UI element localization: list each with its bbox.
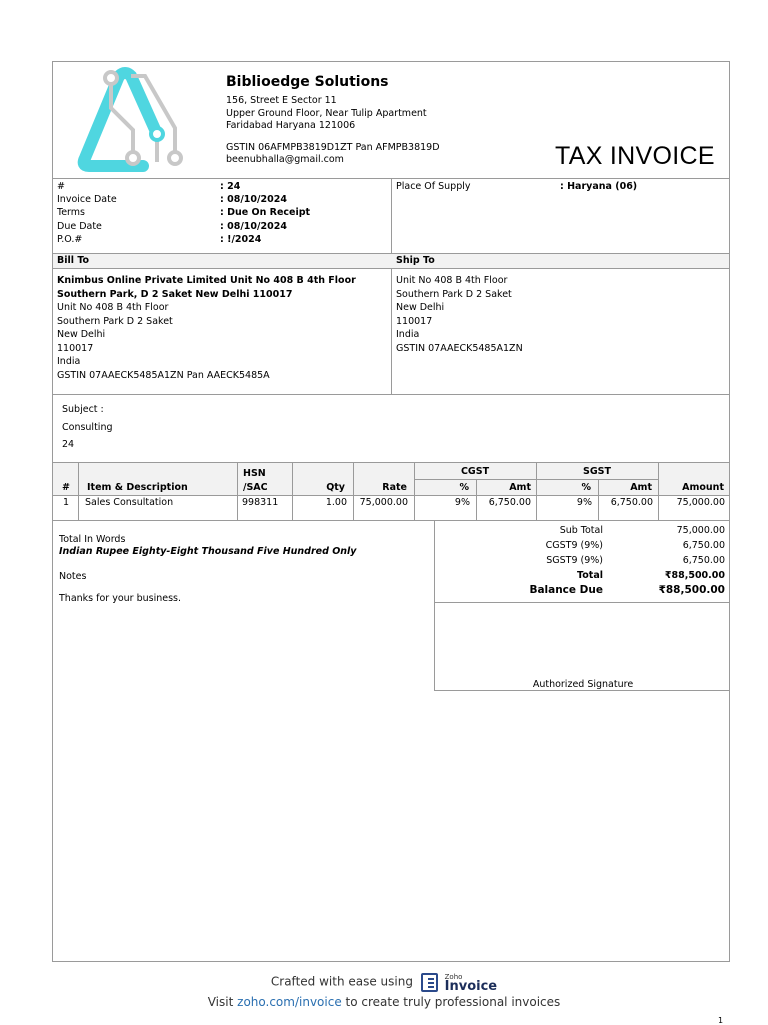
cell-num: 1 <box>63 497 70 508</box>
total-in-words-value: Indian Rupee Eighty-Eight Thousand Five Hundred Only <box>59 546 357 557</box>
ship-to-address <box>396 274 726 355</box>
subject-line: 24 <box>62 439 75 450</box>
meta-value: : 08/10/2024 <box>220 221 287 232</box>
totals-value: 6,750.00 <box>682 555 725 566</box>
totals-value: 6,750.00 <box>682 540 725 551</box>
cell-cgst-amt: 6,750.00 <box>488 497 531 508</box>
zoho-invoice-logo <box>421 972 497 992</box>
bill-to-name: Southern Park, D 2 Saket New Delhi 110017 <box>57 288 293 300</box>
subject-label: Subject : <box>62 404 104 415</box>
company-address-line: Upper Ground Floor, Near Tulip Apartment <box>226 107 427 119</box>
cell-sgst-amt: 6,750.00 <box>610 497 653 508</box>
cell-item: Sales Consultation <box>85 497 174 508</box>
company-email: beenubhalla@gmail.com <box>226 154 344 165</box>
bill-to-line: New Delhi <box>57 329 106 340</box>
cell-amount: 75,000.00 <box>676 497 725 508</box>
totals-value: 75,000.00 <box>676 525 725 536</box>
cell-cgst-pct: 9% <box>454 497 470 508</box>
balance-due-value: ₹88,500.00 <box>658 584 725 596</box>
total-label: Total <box>577 570 603 581</box>
ship-to-line: Southern Park D 2 Saket <box>396 288 512 300</box>
cell-qty: 1.00 <box>325 497 347 508</box>
totals-label: SGST9 (9%) <box>546 555 603 566</box>
invoice-icon <box>421 973 438 992</box>
company-name: Biblioedge Solutions <box>226 74 389 90</box>
meta-value: : 24 <box>220 181 241 192</box>
col-header-amount: Amount <box>682 482 724 493</box>
balance-due-label: Balance Due <box>529 584 603 596</box>
meta-label: Terms <box>57 207 85 218</box>
ship-to-line: GSTIN 07AAECK5485A1ZN <box>396 342 523 354</box>
total-in-words-label: Total In Words <box>59 534 126 545</box>
bill-to-line: Southern Park D 2 Saket <box>57 315 173 327</box>
cell-sgst-pct: 9% <box>576 497 592 508</box>
authorized-signature-label: Authorized Signature <box>532 679 634 690</box>
footer-crafted-text: Crafted with ease using <box>270 974 413 989</box>
zoho-small-text: Zoho <box>444 973 463 981</box>
company-gstin: GSTIN 06AFMPB3819D1ZT Pan AFMPB3819D <box>226 141 440 153</box>
col-header-cgst-amt: Amt <box>509 482 531 493</box>
cell-rate: 75,000.00 <box>359 497 408 508</box>
ship-to-line: 110017 <box>396 315 433 327</box>
zoho-invoice-wordmark <box>445 972 497 992</box>
document-title: TAX INVOICE <box>555 142 715 170</box>
col-header-hsn: HSN <box>243 468 266 479</box>
page-number: 1 <box>718 1016 724 1025</box>
ship-to-line: New Delhi <box>396 302 445 313</box>
footer-visit-prefix: Visit <box>207 995 234 1009</box>
bill-to-name: Knimbus Online Private Limited Unit No 408 B 4th Floor <box>57 275 356 286</box>
cell-hsn: 998311 <box>242 497 279 508</box>
meta-label: Invoice Date <box>57 194 117 205</box>
col-header-sgst-pct: % <box>581 482 591 493</box>
company-logo <box>71 66 191 174</box>
footer-crafted <box>0 972 768 992</box>
zoho-invoice-link[interactable]: zoho.com/invoice <box>237 995 342 1009</box>
col-header-cgst: CGST <box>460 466 490 477</box>
ship-to-line: Unit No 408 B 4th Floor <box>396 275 508 286</box>
notes-label: Notes <box>59 571 87 582</box>
totals-label: CGST9 (9%) <box>545 540 603 551</box>
meta-value: : Due On Receipt <box>220 207 311 218</box>
place-of-supply-label: Place Of Supply <box>396 181 471 192</box>
bill-to-address <box>57 274 387 382</box>
meta-label: Due Date <box>57 221 102 232</box>
totals-label: Sub Total <box>559 525 603 536</box>
company-address-line: 156, Street E Sector 11 <box>226 95 337 106</box>
invoice-page <box>52 61 730 962</box>
meta-label: P.O.# <box>57 234 83 245</box>
col-header-qty: Qty <box>326 482 345 493</box>
bill-to-line: Unit No 408 B 4th Floor <box>57 302 169 313</box>
place-of-supply-value: : Haryana (06) <box>560 181 638 192</box>
col-header-sgst-amt: Amt <box>630 482 652 493</box>
meta-label: # <box>57 181 65 192</box>
notes-value: Thanks for your business. <box>59 593 182 604</box>
bill-to-line: 110017 <box>57 342 94 354</box>
ship-to-heading: Ship To <box>396 255 435 266</box>
company-address <box>226 95 440 167</box>
bill-to-line: India <box>57 356 81 367</box>
col-header-num: # <box>62 482 70 493</box>
subject-line: Consulting <box>62 422 113 433</box>
company-address-line: Faridabad Haryana 121006 <box>226 120 356 131</box>
total-value: ₹88,500.00 <box>664 570 725 581</box>
meta-value: : 08/10/2024 <box>220 194 287 205</box>
col-header-cgst-pct: % <box>459 482 469 493</box>
footer-visit-suffix: to create truly professional invoices <box>345 995 561 1009</box>
meta-value: : !/2024 <box>220 234 262 245</box>
col-header-sgst: SGST <box>583 466 611 477</box>
zoho-big-text: Invoice <box>444 979 498 994</box>
col-header-item: Item & Description <box>87 482 188 493</box>
col-header-rate: Rate <box>382 482 407 493</box>
bill-to-heading: Bill To <box>57 255 90 266</box>
col-header-sac: /SAC <box>243 482 268 493</box>
footer-visit <box>0 995 768 1009</box>
ship-to-line: India <box>396 329 420 340</box>
bill-to-line: GSTIN 07AAECK5485A1ZN Pan AAECK5485A <box>57 369 270 381</box>
